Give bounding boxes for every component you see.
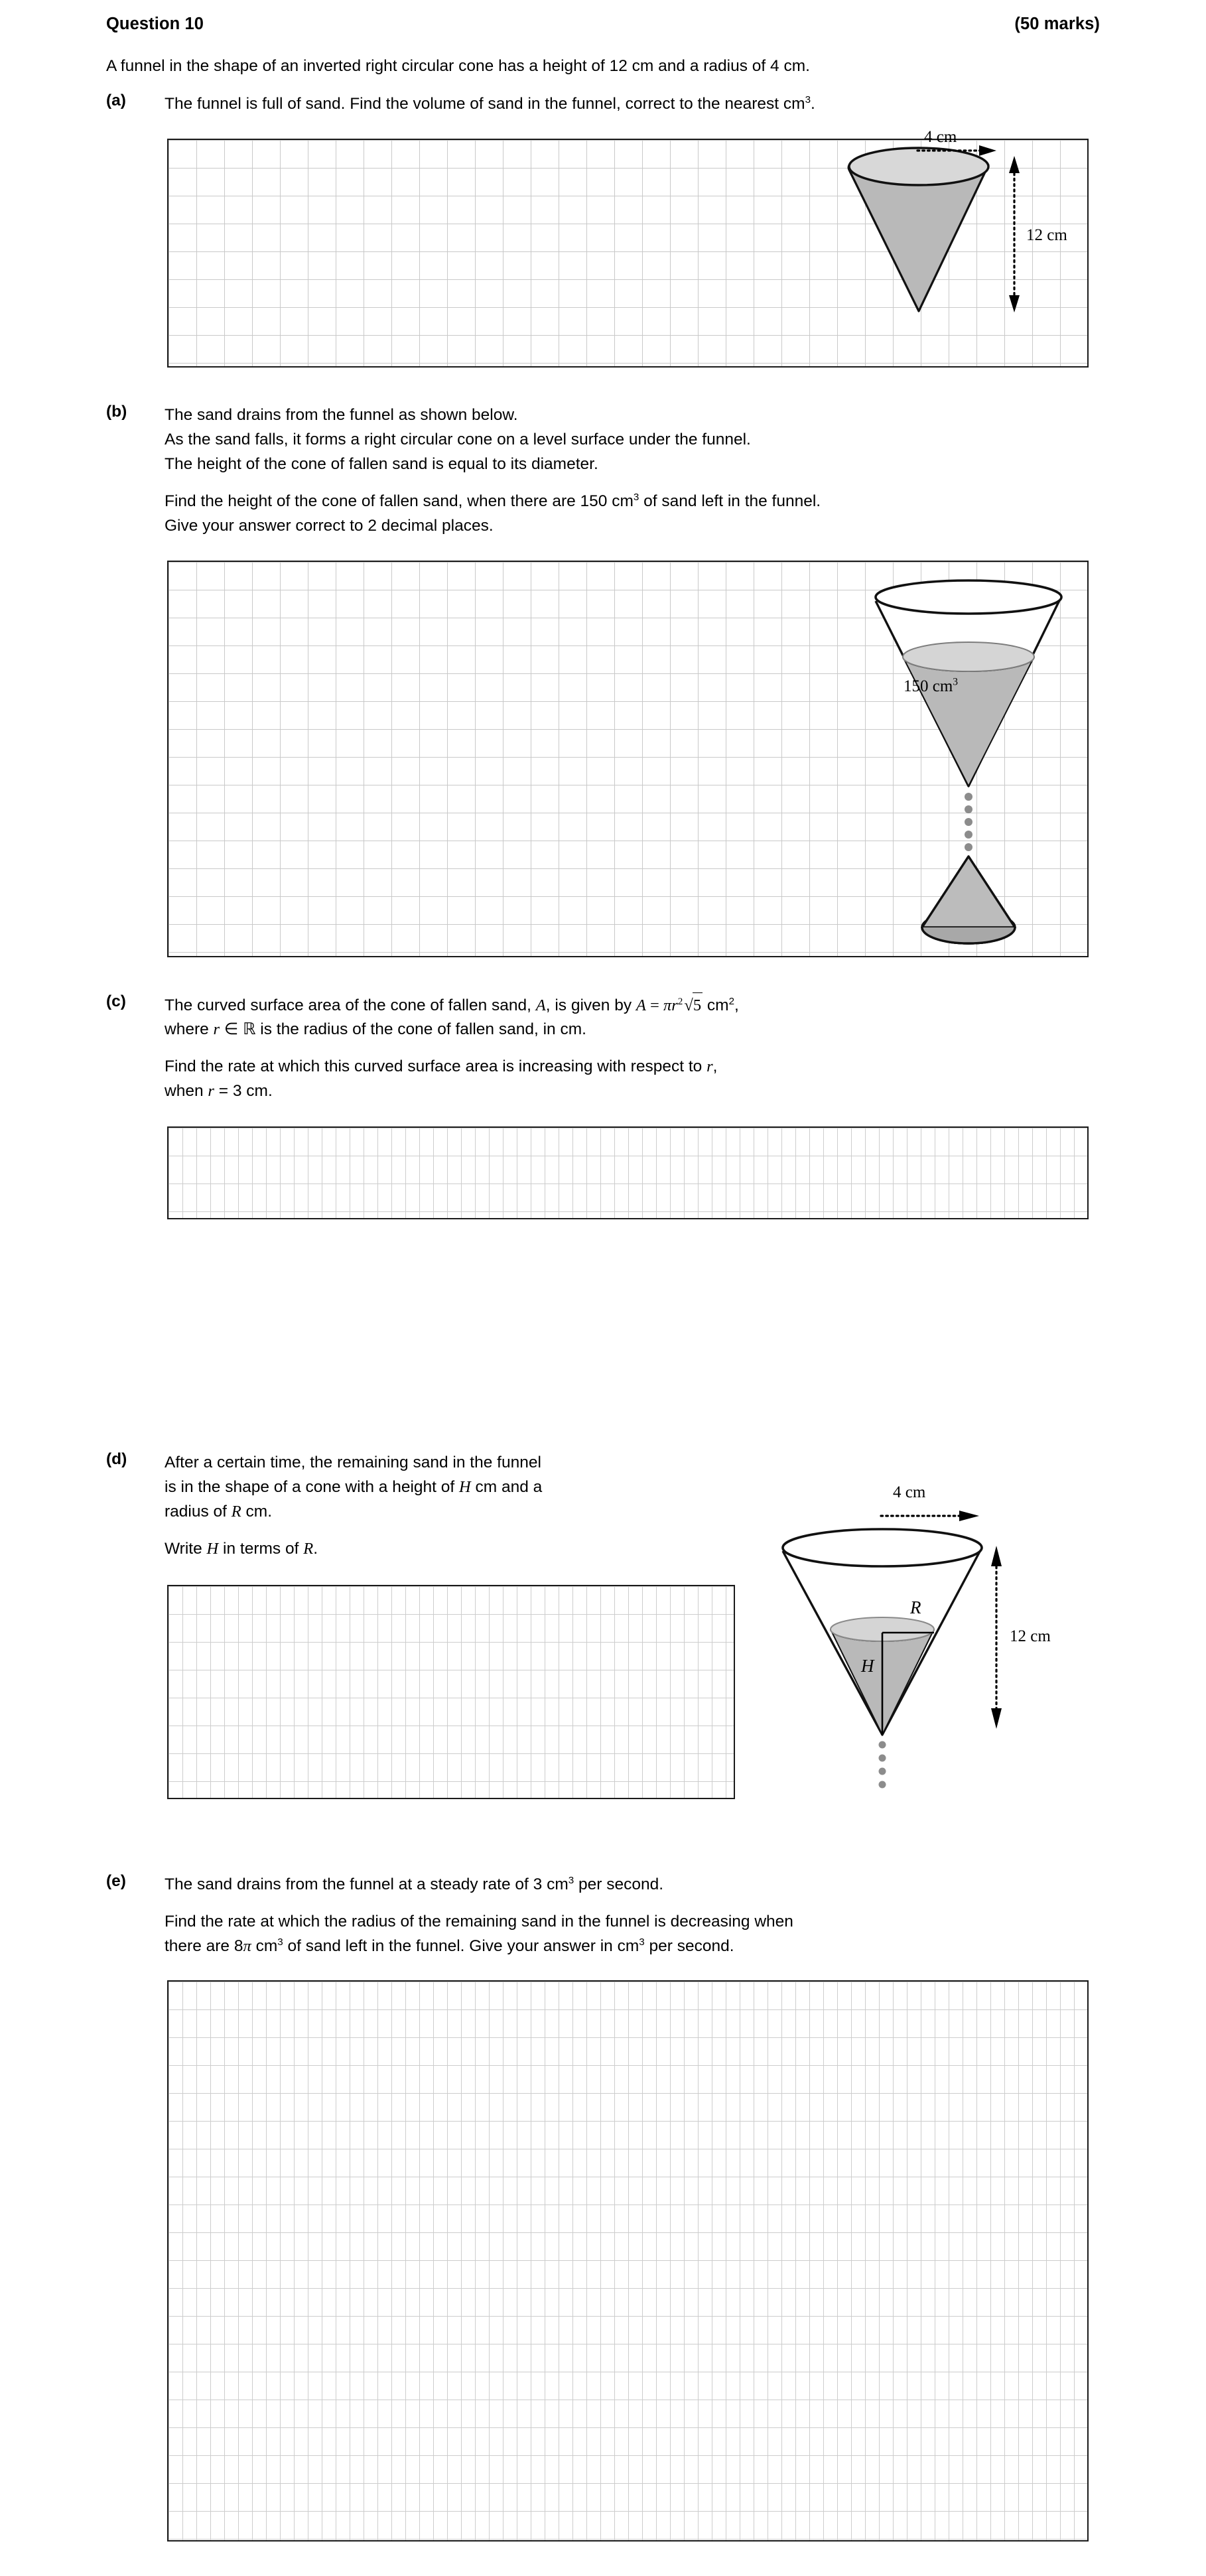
figure-d-R-label: R [910, 1597, 921, 1617]
answer-grid-e[interactable] [167, 1980, 1089, 2542]
part-b-label: (b) [106, 403, 127, 421]
part-c-line3-b: , [712, 1057, 718, 1075]
formula-pi: π [663, 996, 672, 1014]
formula-r-exponent: 2 [677, 995, 683, 1007]
part-b-line4 [165, 489, 821, 513]
part-d-line2-a: is in the shape of a cone with a height of [165, 1478, 460, 1496]
figure-d-radius-label: 4 cm [893, 1483, 926, 1501]
part-e-line3-sup2: 3 [639, 1936, 645, 1948]
part-a-text-post: . [811, 95, 815, 113]
part-c-line3 [165, 1054, 717, 1079]
answer-grid-d[interactable] [167, 1585, 735, 1799]
part-a-text-sup: 3 [805, 94, 811, 105]
formula-A: A [636, 996, 646, 1014]
formula-r: r [671, 996, 678, 1014]
part-d-line1: After a certain time, the remaining sand in the funnel [165, 1454, 541, 1471]
part-e-line3-a: there are 8 [165, 1937, 243, 1955]
part-e-pi-symbol: π [243, 1937, 251, 1955]
part-d-line2 [165, 1475, 542, 1499]
part-d-line4-b: in terms of [218, 1540, 304, 1558]
part-a-text [165, 92, 815, 116]
formula-sqrt-symbol: √ [684, 996, 693, 1014]
figure-a-radius-label: 4 cm [924, 128, 957, 146]
part-c-line4-a: when [165, 1082, 208, 1100]
part-d-line3-a: radius of [165, 1503, 232, 1521]
part-c-line1-b: , is given by [545, 996, 636, 1014]
part-d-var-H: H [459, 1478, 471, 1496]
page-header [106, 15, 1100, 34]
part-b-line3: The height of the cone of fallen sand is equal to its diameter. [165, 455, 598, 473]
figure-b-volume-pre: 150 cm [904, 677, 953, 695]
figure-a-height-label: 12 cm [1026, 226, 1067, 244]
formula-tail: , [734, 996, 739, 1014]
part-e-line1 [165, 1872, 663, 1897]
part-d-line3-b: cm. [241, 1503, 273, 1521]
part-c-line3-r: r [706, 1057, 713, 1075]
part-c-line2-r: r [213, 1020, 220, 1038]
figure-d-H-label: H [861, 1656, 874, 1676]
part-d-line3 [165, 1499, 272, 1524]
part-b-line4-post: of sand left in the funnel. [639, 492, 821, 510]
part-c-line1 [165, 992, 739, 1018]
part-e-line1-b: per second. [574, 1875, 664, 1893]
part-d-var-R: R [231, 1503, 241, 1521]
formula-sqrt [683, 992, 703, 1018]
figure-part-b [862, 561, 1088, 957]
part-e-line3-c: of sand left in the funnel. Give your answer in cm [283, 1937, 639, 1955]
figure-b-volume-label [904, 677, 958, 696]
part-e-line3-d: per second. [644, 1937, 734, 1955]
part-a-text-pre: The funnel is full of sand. Find the volume of sand in the funnel, correct to the nearest cm [165, 95, 805, 113]
part-e-line2: Find the rate at which the radius of the remaining sand in the funnel is decreasing when [165, 1913, 793, 1931]
part-d-line4-R: R [303, 1540, 314, 1558]
part-b-line5: Give your answer correct to 2 decimal places. [165, 517, 494, 535]
part-c-line4-b: = 3 cm. [214, 1082, 273, 1100]
figure-b-volume-sup: 3 [953, 676, 959, 688]
part-b-line1: The sand drains from the funnel as shown below. [165, 406, 518, 424]
part-c-line4 [165, 1079, 273, 1103]
formula-equals: = [645, 996, 663, 1014]
part-c-line4-r: r [208, 1082, 214, 1100]
part-c-line2 [165, 1017, 586, 1042]
part-d-label: (d) [106, 1450, 127, 1468]
part-e-label: (e) [106, 1872, 126, 1890]
part-d-line4-c: . [313, 1540, 318, 1558]
formula-unit-exponent: 2 [728, 995, 735, 1007]
intro-text: A funnel in the shape of an inverted right circular cone has a height of 12 cm and a radius of 4 cm. [106, 57, 810, 75]
part-c-line2-a: where [165, 1020, 214, 1038]
part-d-line4-a: Write [165, 1540, 207, 1558]
figure-d-height-label: 12 cm [1010, 1627, 1051, 1645]
question-title: Question 10 [106, 15, 204, 33]
part-c-line1-a: The curved surface area of the cone of fallen sand, [165, 996, 536, 1014]
part-e-line3-b: cm [251, 1937, 278, 1955]
part-e-line1-sup: 3 [568, 1874, 574, 1886]
answer-grid-c[interactable] [167, 1126, 1089, 1219]
part-d-line4-H: H [206, 1540, 219, 1558]
part-c-line2-b: ∈ [220, 1020, 243, 1038]
formula-unit: cm [703, 996, 729, 1014]
part-a-label: (a) [106, 92, 126, 109]
part-e-line3-sup: 3 [277, 1936, 283, 1948]
part-e-line3 [165, 1934, 734, 1958]
part-c-var-A: A [535, 996, 546, 1014]
part-c-line2-c: is the radius of the cone of fallen sand, in cm. [255, 1020, 586, 1038]
figure-part-d [763, 1445, 1095, 1790]
part-e-line1-a: The sand drains from the funnel at a steady rate of 3 cm [165, 1875, 569, 1893]
part-d-line4 [165, 1536, 318, 1561]
figure-part-a [823, 128, 1088, 368]
marks-label: (50 marks) [1014, 15, 1100, 33]
part-c-label: (c) [106, 992, 126, 1010]
part-b-line4-pre: Find the height of the cone of fallen sand, when there are 150 cm [165, 492, 634, 510]
part-b-line2: As the sand falls, it forms a right circular cone on a level surface under the funnel. [165, 431, 751, 448]
part-b-line4-sup: 3 [633, 491, 639, 503]
part-d-line2-b: cm and a [470, 1478, 543, 1496]
real-numbers-symbol: ℝ [243, 1020, 256, 1038]
part-c-line3-a: Find the rate at which this curved surface area is increasing with respect to [165, 1057, 707, 1075]
formula-sqrt-value: 5 [693, 992, 703, 1018]
